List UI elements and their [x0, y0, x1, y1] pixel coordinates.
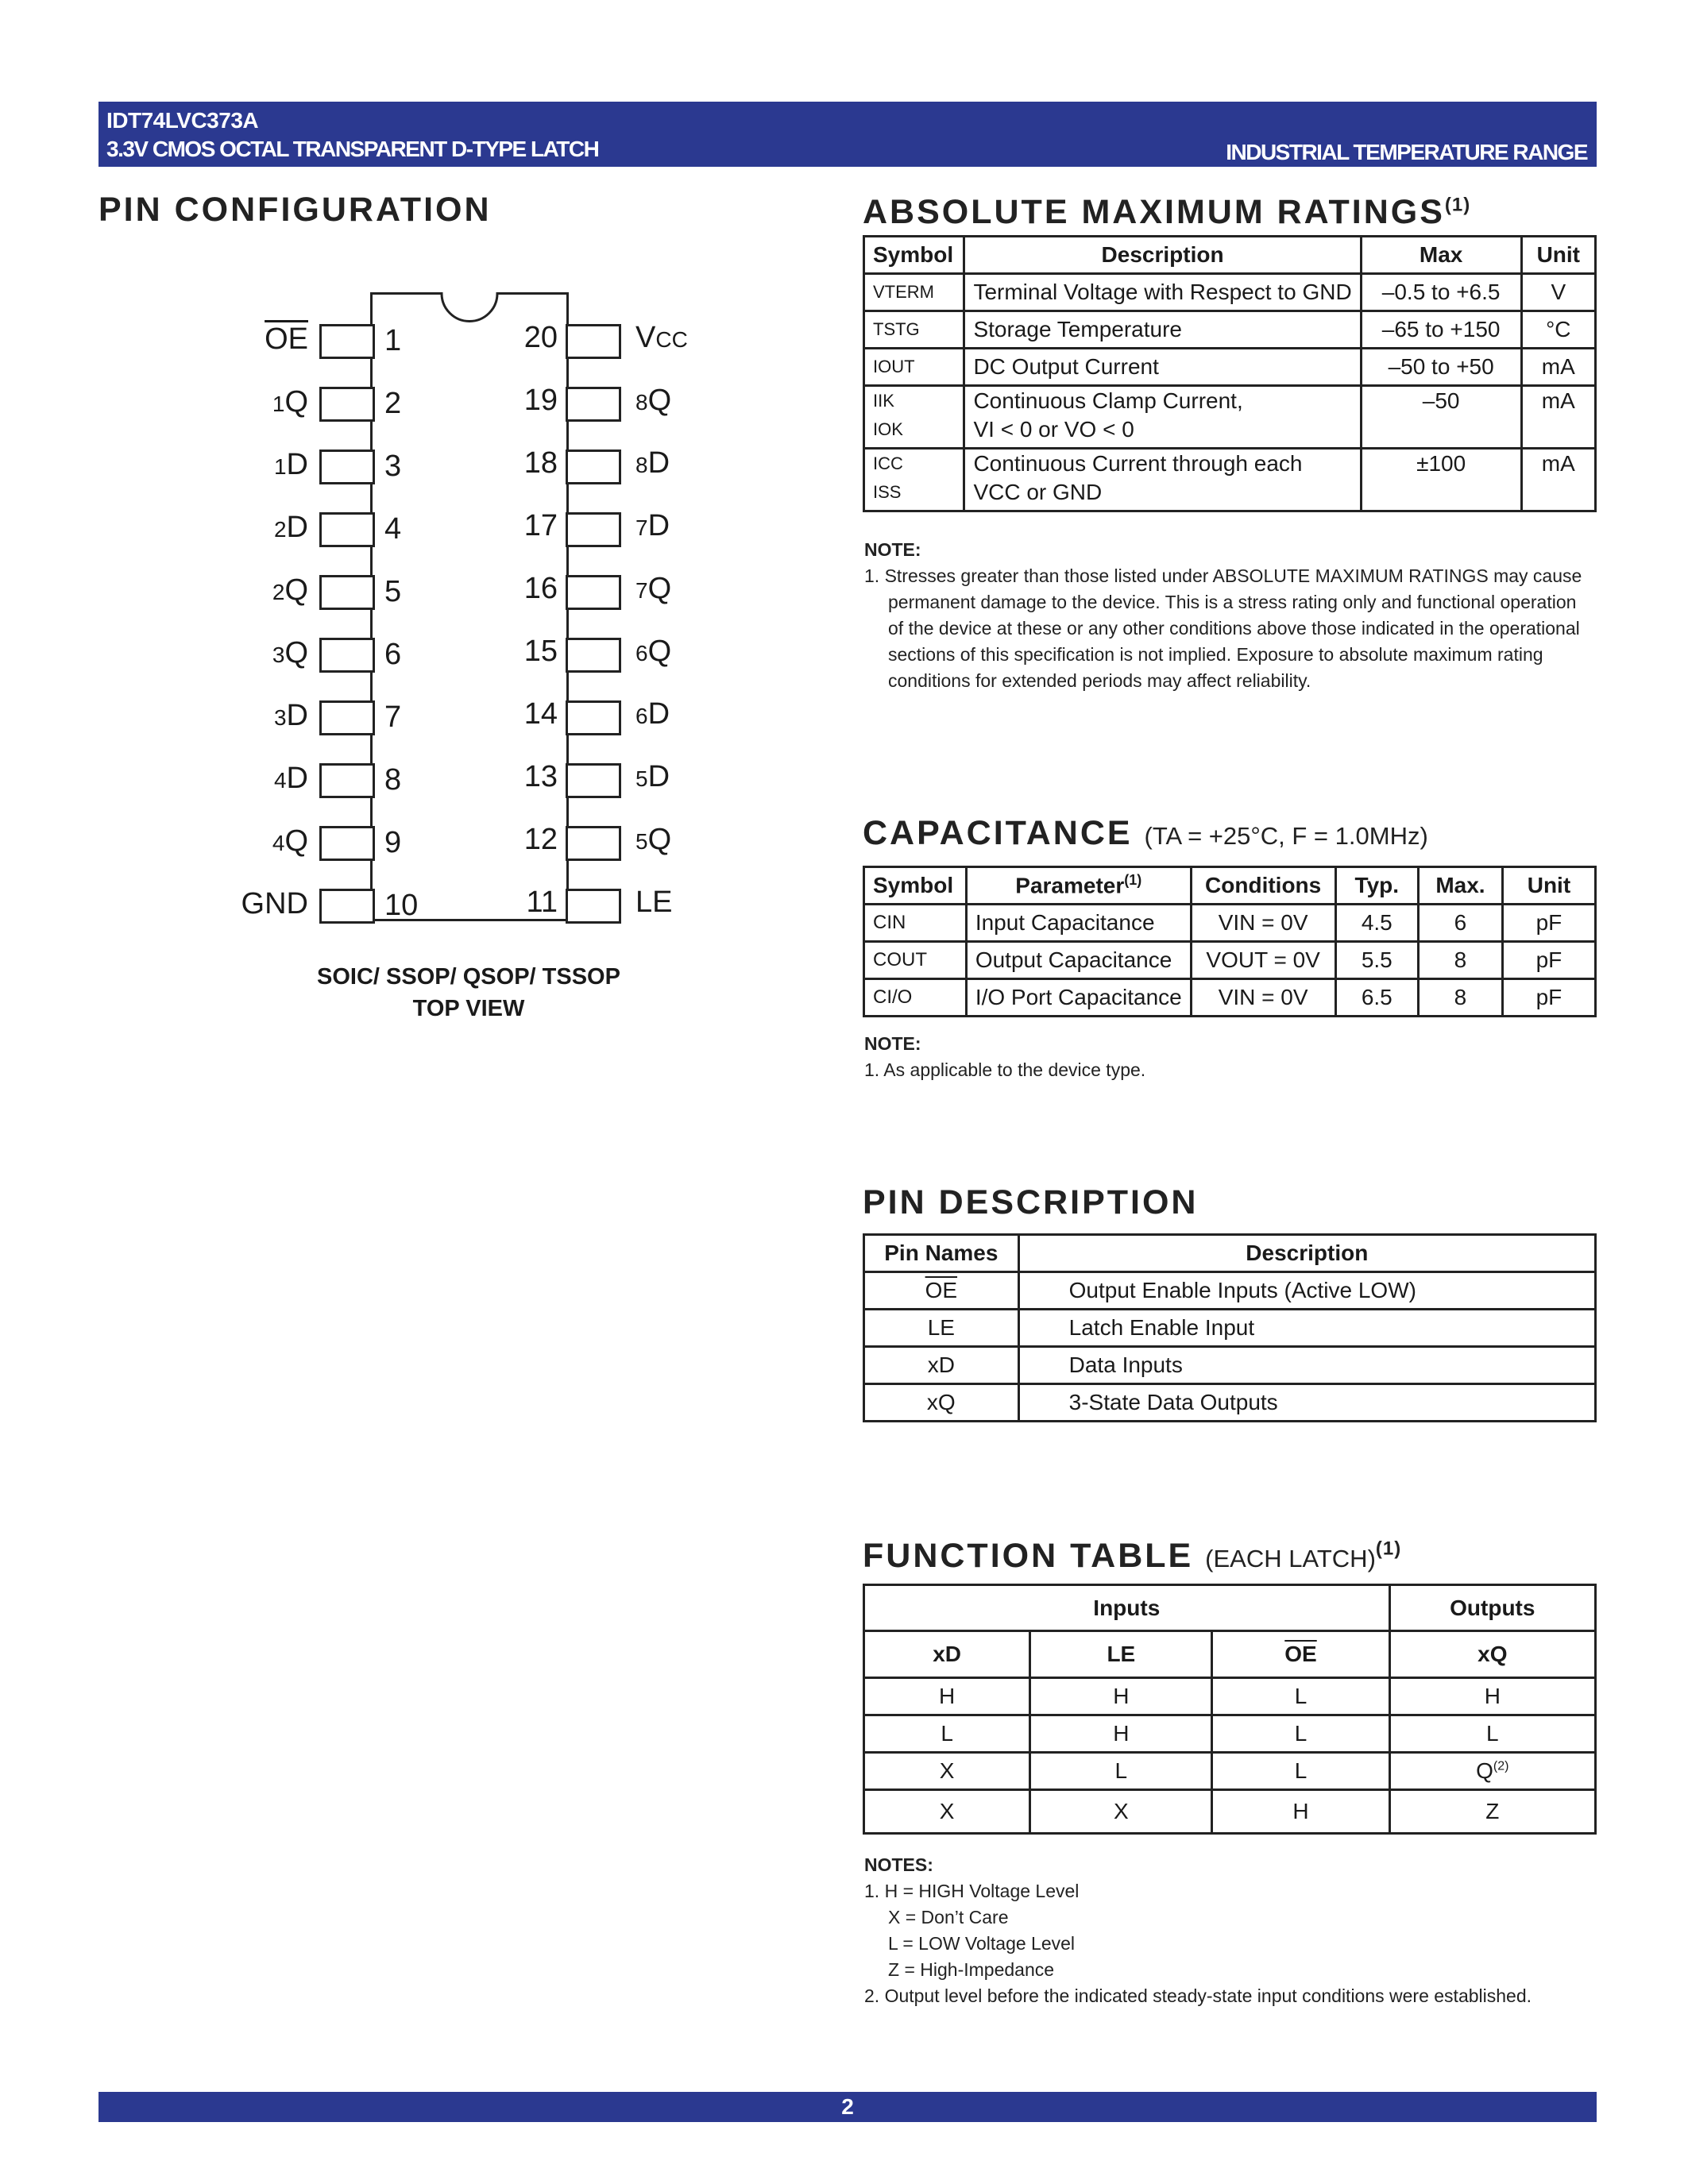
pin-label	[635, 572, 671, 606]
note-line: of the device at these or any other conditions above those indicated in the operational	[888, 618, 1580, 639]
pin-number: 19	[523, 384, 558, 417]
symbol-cell: CIN	[864, 905, 967, 942]
max-cell: –65 to +150	[1361, 311, 1521, 349]
description: Continuous Current through each	[973, 451, 1303, 476]
pin-box	[319, 324, 375, 359]
table-row	[864, 449, 1596, 511]
header-bar	[98, 102, 1597, 167]
col-unit: Unit	[1502, 867, 1595, 905]
footer-bar	[98, 2092, 1597, 2122]
pin-name-cell	[864, 1272, 1019, 1310]
description-cell	[964, 449, 1361, 511]
pin-label-prefix: 6	[635, 704, 648, 728]
function-table-notes-title: NOTES:	[864, 1854, 933, 1875]
note-line: Z = High-Impedance	[888, 1959, 1055, 1980]
table-row	[864, 1310, 1596, 1347]
page-number: 2	[841, 2094, 854, 2119]
part-number: IDT74LVC373A	[106, 108, 259, 133]
pin-label	[272, 824, 308, 859]
symbol: IOK	[873, 419, 903, 439]
symbol: ICC	[873, 453, 903, 473]
pin-box	[566, 700, 621, 735]
note-line: 1. H = HIGH Voltage Level	[864, 1881, 1080, 1901]
abs-max-note	[864, 537, 1597, 694]
pin-label-prefix: 8	[635, 390, 648, 415]
conditions-cell: VOUT = 0V	[1191, 942, 1335, 979]
parameter-cell: Output Capacitance	[966, 942, 1191, 979]
pin-number: 7	[384, 700, 402, 734]
cell-value: Q	[1476, 1758, 1493, 1783]
group-inputs: Inputs	[864, 1585, 1390, 1631]
symbol: TSTG	[873, 319, 920, 339]
pin-description-cell: Data Inputs	[1018, 1347, 1595, 1384]
function-table-notes	[864, 1852, 1597, 2009]
cell-footnote: (2)	[1493, 1759, 1509, 1773]
pin-label-prefix: 2	[272, 580, 285, 604]
table-cell	[1030, 1678, 1212, 1715]
cell-value: L	[1294, 1684, 1308, 1708]
pin-number: 11	[526, 886, 558, 919]
parameter-cell: I/O Port Capacitance	[966, 979, 1191, 1017]
pin-number: 15	[523, 635, 558, 668]
unit-cell: pF	[1502, 942, 1595, 979]
col-header-text: xD	[933, 1642, 962, 1666]
symbol-cell: CI/O	[864, 979, 967, 1017]
pin-name: xD	[927, 1352, 955, 1377]
pin-number: 1	[384, 324, 402, 357]
pin-box	[566, 763, 621, 798]
description-cell	[964, 274, 1361, 311]
pin-label-name: Q	[284, 385, 308, 419]
col-pin-names: Pin Names	[864, 1235, 1019, 1272]
pin-label	[635, 635, 671, 669]
pin-label-name: D	[647, 760, 670, 793]
table-row	[864, 1384, 1596, 1422]
pin-box	[319, 512, 375, 547]
pin-label-prefix: 3	[272, 642, 285, 667]
note-line: 1. As applicable to the device type.	[864, 1059, 1146, 1080]
pin-box	[319, 889, 375, 924]
pin-label-name: D	[647, 509, 670, 542]
pin-label-prefix: 7	[635, 578, 648, 603]
symbol-cell	[864, 449, 964, 511]
pin-label-name: Q	[647, 572, 672, 605]
table-cell	[864, 1790, 1030, 1834]
col-parameter	[966, 867, 1191, 905]
col-symbol: Symbol	[864, 237, 964, 274]
table-cell	[1389, 1790, 1595, 1834]
table-row	[864, 1678, 1596, 1715]
pin-label	[272, 636, 308, 670]
pin-label-prefix: 5	[635, 766, 648, 791]
pin-box	[319, 575, 375, 610]
unit-cell: pF	[1502, 905, 1595, 942]
pin-name: xQ	[926, 1390, 956, 1414]
pin-box	[566, 575, 621, 610]
pin-label	[635, 509, 670, 543]
function-table-heading	[863, 1537, 1401, 1576]
description-cell	[964, 311, 1361, 349]
package-caption: SOIC/ SSOP/ QSOP/ TSSOP	[317, 964, 620, 990]
cell-value: L	[1294, 1721, 1308, 1746]
note-line: 1. Stresses greater than those listed under ABSOLUTE MAXIMUM RATINGS may cause	[864, 565, 1582, 586]
pin-label	[635, 823, 671, 857]
pin-label-name: D	[647, 446, 670, 480]
table-cell	[1212, 1678, 1389, 1715]
pin-number: 2	[384, 387, 402, 420]
note-line: permanent damage to the device. This is a stress rating only and functional operation	[888, 592, 1577, 612]
pin-box	[319, 450, 375, 484]
col-parameter-sup: (1)	[1124, 872, 1142, 889]
pin-number: 20	[523, 321, 558, 354]
capacitance-table	[863, 866, 1597, 1017]
pin-label-name: Q	[647, 823, 672, 856]
table-cell	[1389, 1715, 1595, 1753]
pin-label-name: Q	[647, 384, 672, 417]
pin-label	[241, 887, 308, 921]
function-table-sup: (1)	[1375, 1538, 1402, 1560]
symbol-cell	[864, 274, 964, 311]
function-table-sub: (EACH LATCH)	[1205, 1545, 1376, 1572]
table-cell	[1212, 1715, 1389, 1753]
pin-description-cell: Output Enable Inputs (Active LOW)	[1018, 1272, 1595, 1310]
table-cell	[1030, 1790, 1212, 1834]
abs-max-note-title: NOTE:	[864, 539, 921, 560]
col-header-text: xQ	[1477, 1642, 1508, 1666]
cell-value: L	[1294, 1758, 1308, 1783]
unit-cell: V	[1521, 274, 1595, 311]
description-cell	[964, 349, 1361, 386]
symbol-cell: COUT	[864, 942, 967, 979]
abs-max-table	[863, 235, 1597, 512]
pin-number: 16	[523, 572, 558, 605]
cell-value: L	[1486, 1721, 1499, 1746]
description: Terminal Voltage with Respect to GND	[973, 280, 1352, 304]
pin-label-prefix: 1	[273, 454, 287, 479]
pin-box	[319, 387, 375, 422]
pin-label	[274, 699, 308, 733]
pin-number: 14	[523, 697, 558, 731]
symbol: IOUT	[873, 357, 915, 376]
cell-value: H	[1484, 1684, 1501, 1708]
col-description: Description	[1018, 1235, 1595, 1272]
max-cell: –50	[1361, 386, 1521, 449]
pin-box	[319, 826, 375, 861]
pin-box	[319, 638, 375, 673]
table-row	[864, 274, 1596, 311]
pin-label-name: LE	[635, 886, 673, 919]
capacitance-note	[864, 1031, 1597, 1083]
cell-value: X	[939, 1799, 955, 1823]
description: Storage Temperature	[973, 317, 1182, 341]
cell-value: H	[1113, 1684, 1130, 1708]
max-cell: ±100	[1361, 449, 1521, 511]
pin-number: 3	[384, 450, 402, 483]
col-header	[1389, 1631, 1595, 1678]
pin-label	[635, 384, 671, 418]
pin-label-prefix: 4	[272, 831, 285, 855]
col-header	[864, 1631, 1030, 1678]
pin-number: 10	[384, 889, 419, 922]
table-cell	[1030, 1753, 1212, 1790]
pin-description-cell: Latch Enable Input	[1018, 1310, 1595, 1347]
table-cell	[1389, 1753, 1595, 1790]
col-header-text: $\overline{OE}$	[1284, 1642, 1317, 1666]
pin-label-prefix: 2	[273, 517, 287, 542]
symbol-cell	[864, 311, 964, 349]
pin-label-name: Q	[284, 573, 308, 607]
pin-number: 8	[384, 763, 402, 797]
description: VI < 0 or VO < 0	[973, 417, 1134, 442]
function-table-heading-text: FUNCTION TABLE	[863, 1537, 1194, 1575]
pin-label-prefix: 3	[273, 705, 287, 730]
max-cell: –50 to +50	[1361, 349, 1521, 386]
pin-number: 17	[523, 509, 558, 542]
unit-cell: mA	[1521, 349, 1595, 386]
table-row	[864, 979, 1596, 1017]
pin-label	[272, 385, 308, 419]
cell-value: Z	[1485, 1799, 1500, 1823]
cell-value: L	[1114, 1758, 1128, 1783]
pin-label-name: Q	[284, 824, 308, 858]
col-header	[1030, 1631, 1212, 1678]
unit-cell: mA	[1521, 449, 1595, 511]
table-cell	[864, 1678, 1030, 1715]
pin-number: 13	[523, 760, 558, 793]
pin-label	[635, 697, 670, 731]
table-row	[864, 1272, 1596, 1310]
cell-value: X	[939, 1758, 955, 1783]
table-row	[864, 942, 1596, 979]
pin-box	[566, 889, 621, 924]
note-line: L = LOW Voltage Level	[888, 1933, 1076, 1954]
pin-label	[635, 321, 688, 355]
pin-name: $\overline{OE}$	[925, 1278, 958, 1302]
symbol: VTERM	[873, 282, 934, 302]
col-unit: Unit	[1521, 237, 1595, 274]
cell-value: L	[941, 1721, 953, 1746]
table-row	[864, 1790, 1596, 1834]
symbol-cell	[864, 349, 964, 386]
cell-value: X	[1113, 1799, 1129, 1823]
typ-cell: 5.5	[1335, 942, 1418, 979]
pin-label-name: D	[286, 511, 308, 544]
col-symbol: Symbol	[864, 867, 967, 905]
note-line: sections of this specification is not implied. Exposure to absolute maximum rating	[888, 644, 1543, 665]
pin-box	[566, 387, 621, 422]
col-parameter-text: Parameter	[1015, 873, 1125, 898]
description: VCC or GND	[973, 480, 1103, 504]
table-cell	[1212, 1753, 1389, 1790]
note-line: conditions for extended periods may affect reliability.	[888, 670, 1311, 691]
pin-description-heading: PIN DESCRIPTION	[863, 1183, 1199, 1221]
unit-cell: pF	[1502, 979, 1595, 1017]
pin-description-table	[863, 1233, 1597, 1422]
conditions-cell: VIN = 0V	[1191, 905, 1335, 942]
pin-label-name: GND	[241, 887, 308, 920]
description: Continuous Clamp Current,	[973, 388, 1243, 413]
pin-number: 9	[384, 826, 402, 859]
capacitance-note-title: NOTE:	[864, 1033, 921, 1054]
parameter-cell: Input Capacitance	[966, 905, 1191, 942]
symbol: IIK	[873, 391, 894, 411]
document-title: 3.3V CMOS OCTAL TRANSPARENT D-TYPE LATCH	[106, 137, 599, 161]
pin-number: 18	[523, 446, 558, 480]
pin-label-name: D	[286, 448, 308, 481]
pin-label	[635, 760, 670, 794]
pin-name-cell	[864, 1310, 1019, 1347]
pin-name-cell	[864, 1347, 1019, 1384]
pin-name-cell	[864, 1384, 1019, 1422]
abs-max-heading	[863, 193, 1470, 232]
cell-value: H	[939, 1684, 956, 1708]
note-line: 2. Output level before the indicated steady-state input conditions were established.	[864, 1985, 1532, 2006]
pin-label-name: D	[286, 762, 308, 795]
pin-box	[566, 638, 621, 673]
pin-label-name: Q	[647, 635, 672, 668]
pin-box	[566, 450, 621, 484]
col-typ: Typ.	[1335, 867, 1418, 905]
abs-max-heading-text: ABSOLUTE MAXIMUM RATINGS	[863, 193, 1445, 231]
group-outputs: Outputs	[1389, 1585, 1595, 1631]
pin-box	[319, 700, 375, 735]
pin-description-cell: 3-State Data Outputs	[1018, 1384, 1595, 1422]
cell-value: H	[1292, 1799, 1309, 1823]
table-cell	[864, 1715, 1030, 1753]
col-header	[1212, 1631, 1389, 1678]
pin-box	[566, 324, 621, 359]
col-header-text: LE	[1107, 1642, 1136, 1666]
pin-label-name: Q	[284, 636, 308, 669]
pin-label	[635, 446, 670, 480]
pin-label-prefix: 4	[273, 768, 287, 793]
pin-number: 6	[384, 638, 402, 671]
pin-label	[272, 573, 308, 608]
capacitance-conditions: (TA = +25°C, F = 1.0MHz)	[1144, 822, 1428, 850]
pin-label-suffix: CC	[655, 327, 688, 352]
pin-box	[566, 512, 621, 547]
typ-cell: 4.5	[1335, 905, 1418, 942]
unit-cell: °C	[1521, 311, 1595, 349]
pin-label-prefix: 1	[272, 392, 285, 416]
table-row	[864, 311, 1596, 349]
note-line: X = Don’t Care	[888, 1907, 1009, 1927]
pin-label	[635, 886, 672, 920]
table-row	[864, 1715, 1596, 1753]
pin-config-heading: PIN CONFIGURATION	[98, 191, 492, 229]
unit-cell: mA	[1521, 386, 1595, 449]
table-cell	[1212, 1790, 1389, 1834]
symbol-cell	[864, 386, 964, 449]
symbol: ISS	[873, 482, 902, 502]
pin-number: 12	[523, 823, 558, 856]
pin-number: 5	[384, 575, 402, 608]
table-row	[864, 349, 1596, 386]
table-cell	[1030, 1715, 1212, 1753]
col-conditions: Conditions	[1191, 867, 1335, 905]
col-description: Description	[964, 237, 1361, 274]
typ-cell: 6.5	[1335, 979, 1418, 1017]
max-cell: –0.5 to +6.5	[1361, 274, 1521, 311]
abs-max-heading-sup: (1)	[1444, 194, 1471, 216]
table-cell	[864, 1753, 1030, 1790]
description: DC Output Current	[973, 354, 1159, 379]
pin-box	[566, 826, 621, 861]
capacitance-heading-text: CAPACITANCE	[863, 814, 1133, 852]
function-table	[863, 1584, 1597, 1835]
pin-label-prefix: 8	[635, 453, 648, 477]
pin-name: LE	[927, 1315, 955, 1340]
cell-value: H	[1113, 1721, 1130, 1746]
table-cell	[1389, 1678, 1595, 1715]
pin-label-prefix: 6	[635, 641, 648, 666]
conditions-cell: VIN = 0V	[1191, 979, 1335, 1017]
table-row	[864, 1753, 1596, 1790]
capacitance-heading	[863, 814, 1428, 853]
table-row	[864, 905, 1596, 942]
pin-label-prefix: 7	[635, 515, 648, 540]
col-max: Max	[1361, 237, 1521, 274]
view-caption: TOP VIEW	[412, 996, 525, 1021]
pin-label-name: D	[647, 697, 670, 731]
table-row	[864, 1347, 1596, 1384]
max-cell: 6	[1419, 905, 1503, 942]
col-max: Max.	[1419, 867, 1503, 905]
pin-label-name: V	[635, 321, 656, 354]
pin-label	[274, 762, 308, 796]
table-row	[864, 386, 1596, 449]
pin-label-name: $\overline{OE}$	[265, 322, 308, 356]
max-cell: 8	[1419, 979, 1503, 1017]
pin-label	[274, 448, 308, 482]
pin-label-name: D	[286, 699, 308, 732]
pin-label	[265, 322, 308, 357]
pin-label	[274, 511, 308, 545]
pin-label-prefix: 5	[635, 829, 648, 854]
pin-box	[319, 763, 375, 798]
pin-number: 4	[384, 512, 402, 546]
temperature-range: INDUSTRIAL TEMPERATURE RANGE	[1226, 140, 1587, 164]
max-cell: 8	[1419, 942, 1503, 979]
description-cell	[964, 386, 1361, 449]
